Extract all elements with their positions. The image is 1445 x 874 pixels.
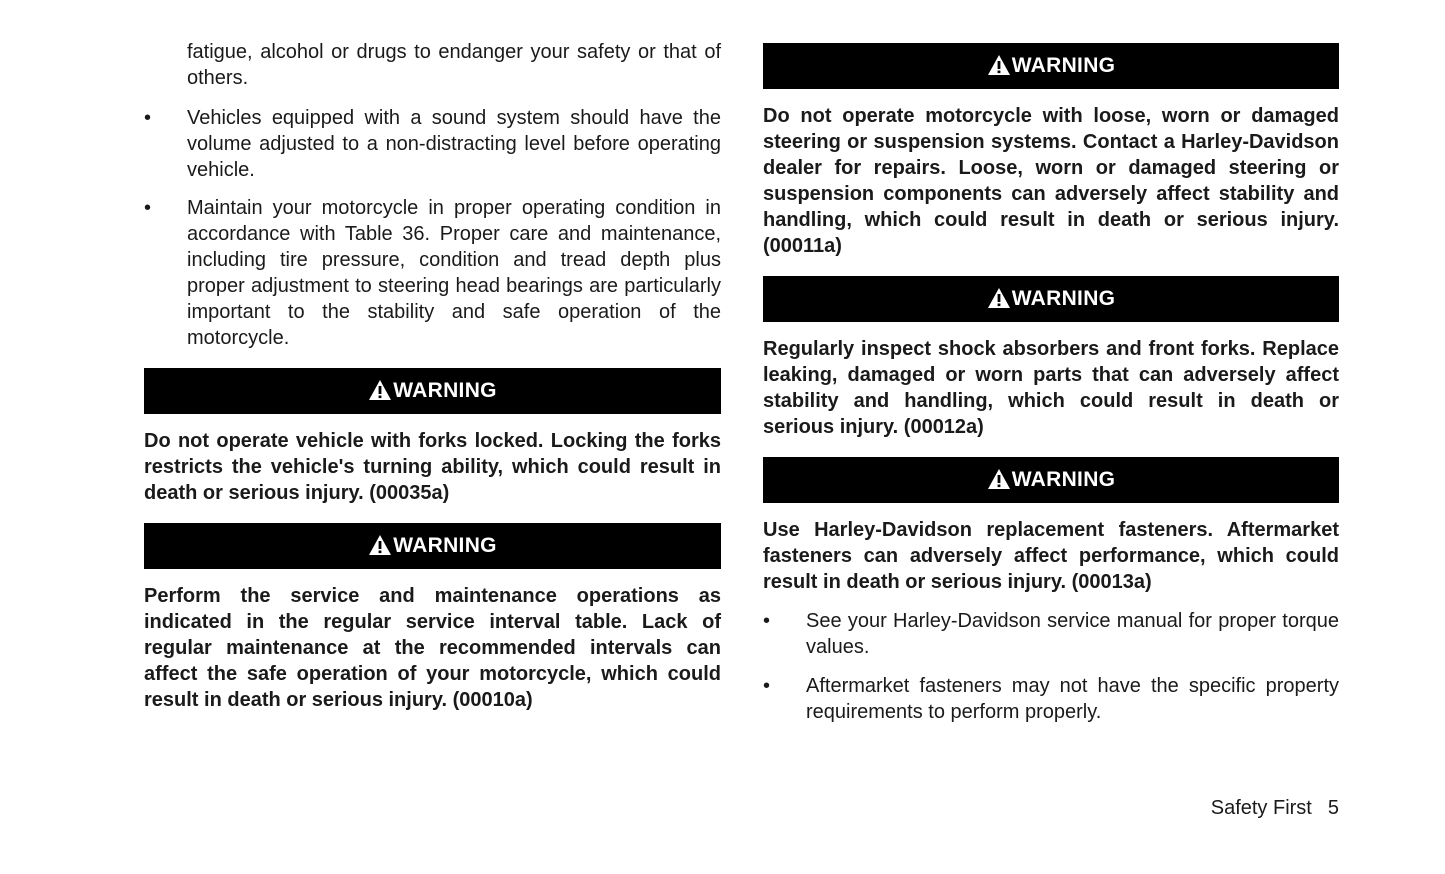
list-item bbox=[763, 608, 1339, 660]
warning-triangle-icon bbox=[368, 379, 392, 401]
warning-text: Perform the service and maintenance operations as indicated in the regular service interval table. Lack of regular maintenance at the recommended intervals can affect the safe operation of your motorcycle, which could result in death or serious injury. (00010a) bbox=[144, 585, 721, 711]
warning-header-bar bbox=[763, 457, 1339, 503]
warning-triangle-icon bbox=[368, 534, 392, 556]
warning-triangle-icon bbox=[987, 54, 1011, 76]
bullet-text: See your Harley-Davidson service manual for proper torque values. bbox=[806, 610, 1339, 658]
page-number: 5 bbox=[1327, 797, 1339, 819]
bullet-icon: • bbox=[763, 675, 771, 697]
list-item bbox=[763, 673, 1339, 725]
warning-block bbox=[144, 523, 721, 713]
intro-continuation-text: fatigue, alcohol or drugs to endanger your safety or that of others. bbox=[187, 41, 721, 89]
warning-label: WARNING bbox=[393, 534, 497, 557]
bullet-text: Maintain your motorcycle in proper operating condition in accordance with Table 36. Proper care and maintenance, including tire pressure, condition and tread depth plus proper adjustment to steering head bearings are particularly important to the stability and safe operation of the motorcycle. bbox=[187, 197, 721, 349]
warning-block bbox=[763, 457, 1339, 595]
warning-label: WARNING bbox=[1011, 287, 1116, 310]
warning-label: WARNING bbox=[1011, 54, 1116, 77]
bullet-text: Vehicles equipped with a sound system should have the volume adjusted to a non-distracting level before operating vehicle. bbox=[187, 107, 721, 181]
section-title: Safety First bbox=[1210, 797, 1312, 819]
warning-triangle-icon bbox=[987, 468, 1011, 490]
warning-header-bar bbox=[144, 368, 721, 414]
bullet-text: Aftermarket fasteners may not have the specific property requirements to perform properly. bbox=[806, 675, 1339, 723]
warning-triangle-icon bbox=[987, 287, 1011, 309]
warning-block bbox=[144, 368, 721, 506]
page-footer bbox=[1211, 795, 1339, 821]
warning-text: Do not operate motorcycle with loose, worn or damaged steering or suspension systems. Contact a Harley-Davidson dealer for repairs. Loose, worn or damaged steering or suspension components can adversely affect stability and handling, which could result in death or serious injury. (00011a) bbox=[763, 105, 1339, 257]
warning-block bbox=[763, 43, 1339, 259]
list-item bbox=[144, 195, 721, 351]
warning-header-bar bbox=[144, 523, 721, 569]
warning-text: Regularly inspect shock absorbers and front forks. Replace leaking, damaged or worn parts that can adversely affect stability and handling, which could result in death or serious injury. (00012a) bbox=[763, 338, 1339, 438]
warning-block bbox=[763, 276, 1339, 440]
warning-header-bar bbox=[763, 276, 1339, 322]
warning-text: Use Harley-Davidson replacement fasteners. Aftermarket fasteners can adversely affect performance, which could result in death or serious injury. (00013a) bbox=[763, 519, 1339, 593]
bullet-icon: • bbox=[763, 610, 771, 632]
warning-text: Do not operate vehicle with forks locked. Locking the forks restricts the vehicle's turning ability, which could result in death or serious injury. (00035a) bbox=[144, 430, 721, 504]
warning-label: WARNING bbox=[1011, 468, 1116, 491]
bullet-icon: • bbox=[144, 107, 152, 129]
bullet-icon: • bbox=[144, 197, 152, 219]
warning-label: WARNING bbox=[393, 379, 497, 402]
warning-header-bar bbox=[763, 43, 1339, 89]
list-item bbox=[144, 105, 721, 183]
